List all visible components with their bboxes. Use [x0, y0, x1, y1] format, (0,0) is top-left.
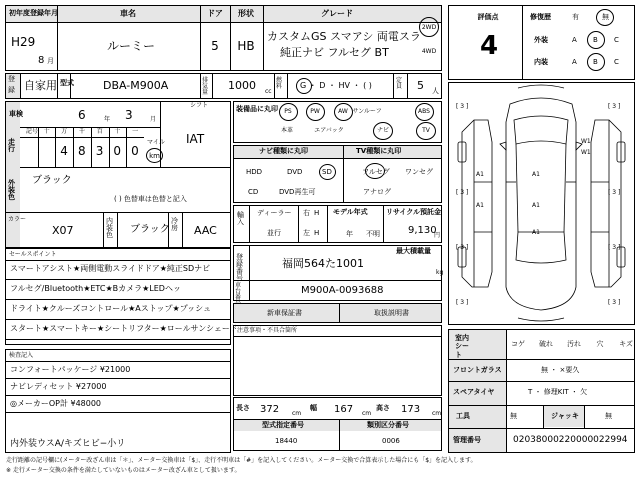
ac: AAC [194, 224, 217, 237]
sales-point-line: スマートアシスト★両側電動スライドドア★純正SDナビ [10, 264, 211, 273]
divider [55, 127, 56, 167]
spare-label: スペアタイヤ [453, 388, 495, 396]
ac-label: 冷房 [171, 217, 178, 232]
divider [20, 137, 144, 138]
inspector-line: コンフォートパッケージ ¥21000 [10, 365, 131, 374]
equipment-item: ナビ [376, 127, 390, 134]
divider [584, 405, 585, 428]
reg-month-unit: 月 [47, 57, 54, 65]
shape: HB [237, 39, 255, 53]
mileage-label: 走行 [8, 138, 15, 153]
mileage-digit: 0 [113, 144, 122, 158]
navi-dvd-play: DVD再生可 [279, 188, 316, 196]
mileage-digit: 4 [60, 144, 68, 158]
divider [506, 329, 507, 453]
divider [5, 319, 231, 320]
model-year-label: モデル年式 [333, 208, 368, 216]
header-label-band [6, 6, 441, 22]
divider [103, 212, 104, 248]
windshield: 無 ・ ×要久 [541, 366, 580, 374]
sales-point-line: スタート★スマートキー★シートリフター★ロールサンシェード [10, 324, 238, 333]
divider [5, 299, 231, 300]
grade-line-1: カスタムGS スマアシ 両電スラ [267, 30, 421, 43]
manual: 取扱説明書 [374, 309, 409, 317]
mileage-unit-label: マイル [147, 139, 165, 146]
class-no: 0006 [382, 437, 400, 445]
divider [5, 395, 231, 396]
displacement: 1000 [228, 79, 256, 92]
import-handle-1: H [314, 209, 320, 217]
model-year-unknown: 不明 [366, 230, 380, 238]
repair-label: 修復歴 [530, 13, 551, 21]
divider [57, 73, 58, 99]
equipment-item: PS [284, 108, 292, 115]
mgmt-label: 管理番号 [453, 436, 481, 444]
footer-note-1: 走行距離の記号欄に(メーター改ざん車は「＊」、メーター交換車は「$」、走行不明車は「#」を記入してください。メーター交換で合算表示した場合にも「$」を記入します。 [6, 457, 477, 464]
divider [522, 5, 523, 80]
mgmt-number: 02038000220000022994 [513, 435, 628, 445]
divider [70, 73, 71, 99]
drive-4wd: 4WD [421, 48, 437, 55]
exterior-label: 外装色 [8, 179, 15, 201]
interior-option: キズ [619, 340, 633, 348]
inspection-year: 6 [78, 108, 86, 122]
grade-label: グレード [321, 9, 353, 18]
sales-point-line: フルセグ/Bluetooth★ETC★Bカメラ★LEDヘッ [10, 284, 181, 293]
width-label: 幅 [310, 404, 317, 412]
type-no: 18440 [275, 437, 298, 445]
shift: IAT [186, 132, 205, 146]
max-load-label: 最大積載量 [396, 247, 431, 255]
ext-b: B [593, 36, 598, 44]
length-label: 長さ [236, 404, 250, 412]
jack-label: ジャッキ [551, 412, 579, 420]
tools-label: 工具 [456, 412, 470, 420]
registration-label: 登録番号 [236, 253, 243, 282]
divider [448, 381, 635, 382]
divider [212, 73, 213, 99]
model-year-unit: 年 [346, 230, 353, 238]
interior-color: ブラック [130, 224, 170, 235]
divider [5, 279, 231, 280]
category: 自家用 [24, 79, 57, 92]
fuel-options: G ・ D ・ HV ・ ( ) [300, 81, 372, 90]
equipment-item: ABS [418, 108, 430, 115]
interior-option: 穴 [596, 340, 604, 348]
color-no: X07 [52, 224, 74, 237]
class-no-label: 類別区分番号 [367, 421, 409, 429]
tv-oneseg: ワンセグ [405, 168, 433, 176]
divider [448, 428, 635, 429]
exterior-note: ( ) 色替車は色替と記入 [114, 195, 187, 203]
int-c: C [614, 58, 619, 66]
divider [5, 361, 231, 362]
damage-mark: A1 [532, 229, 540, 236]
damage-bracket: [ 3 ] [608, 244, 621, 251]
docs-shade [234, 304, 441, 322]
mileage-digit-header: 千 [79, 128, 86, 135]
equipment-label: 装備品に丸印 [236, 105, 278, 113]
divider [263, 5, 264, 71]
mileage-digit: 8 [78, 144, 86, 158]
damage-mark: W1 [581, 149, 591, 156]
navi-sd: SD [322, 168, 332, 176]
divider [383, 205, 384, 243]
inspection-month: 3 [125, 108, 133, 122]
int-label: 内装 [534, 58, 548, 66]
grade-line-2: 純正ナビ フルセグ BT [280, 46, 389, 59]
import-handle-2: H [314, 229, 320, 237]
score-value: 4 [479, 31, 499, 61]
divider [393, 73, 394, 99]
mileage-digit-header: 十 [114, 128, 121, 135]
width: 167 [334, 404, 354, 415]
capacity: 5 [417, 79, 424, 92]
spare: T ・ 修理KIT ・ 欠 [528, 388, 588, 396]
shift-label: シフト [190, 102, 209, 109]
equipment-item: TV [422, 127, 430, 134]
tools: 無 [510, 412, 517, 420]
recycle-unit: 円 [434, 232, 441, 239]
divider [343, 145, 344, 203]
interior-sheet-label: 室内シート [455, 334, 469, 359]
type-no-label: 型式指定番号 [262, 421, 304, 429]
door-label: ドア [207, 9, 223, 18]
score-label: 評価点 [477, 13, 499, 21]
divider [5, 378, 231, 379]
mileage-digit-header: 十 [43, 128, 50, 135]
inspector-footer: 内外装ウスA/キズヒビ−小リ [10, 439, 126, 449]
cc-unit: cc [265, 88, 272, 95]
divider [20, 167, 231, 168]
length: 372 [260, 404, 280, 415]
drive-2wd: 2WD [421, 23, 437, 31]
divider [249, 205, 250, 243]
divider [126, 127, 127, 167]
chassis-label: 車台番 [235, 282, 242, 301]
reg-year-label: 初年度登録年月 [9, 9, 58, 17]
doors: 5 [211, 39, 219, 53]
color-label: カラー [8, 216, 27, 223]
damage-mark: A1 [476, 171, 484, 178]
int-a: A [572, 58, 577, 66]
divider [5, 339, 231, 340]
divider [5, 22, 442, 23]
inspection-year-unit: 年 [104, 116, 111, 123]
mileage-digit-header: 万 [61, 128, 68, 135]
kg-unit: kg [436, 269, 444, 276]
capacity-unit: 人 [432, 87, 439, 95]
capacity-label: 定員 [396, 77, 403, 90]
divider [230, 5, 231, 71]
equipment-item: AW [338, 108, 348, 115]
damage-mark: W1 [581, 138, 591, 145]
damage-bracket: [ 3 ] [456, 299, 469, 306]
divider [200, 5, 201, 71]
interior-option: 破れ [539, 340, 553, 348]
recycle-label: リサイクル預託金 [386, 208, 442, 216]
model-label: 型式 [60, 79, 74, 87]
car-name: ルーミー [106, 39, 156, 53]
divider [168, 212, 169, 248]
divider [182, 212, 183, 248]
new-warranty: 新車保証書 [267, 309, 302, 317]
fuel-label: 燃料 [276, 77, 283, 90]
damage-bracket: [ 3 ] [456, 103, 469, 110]
navi-dvd: DVD [287, 168, 303, 176]
divider [73, 127, 74, 167]
damage-bracket: [ 3 ] [608, 299, 621, 306]
divider [407, 73, 408, 99]
height-unit: cm [432, 410, 442, 417]
ext-label: 外装 [534, 36, 548, 44]
damage-bracket: [ 3 ] [456, 189, 469, 196]
mileage-digit: 3 [95, 144, 104, 158]
interior-label: 内装色 [106, 217, 113, 239]
inspection-month-unit: 月 [150, 116, 157, 123]
navi-label: ナビ種類に丸印 [259, 147, 308, 155]
sales-points-label: セールスポイント [9, 251, 57, 258]
ext-c: C [614, 36, 619, 44]
inspector-label: 検査記入 [9, 352, 34, 359]
mileage-unit: km [149, 151, 160, 160]
interior-option: コゲ [511, 340, 525, 348]
mileage-unit-circle [146, 148, 163, 163]
navi-hdd: HDD [246, 168, 263, 176]
damage-bracket: [ 3 ] [608, 189, 621, 196]
navi-cd: CD [248, 188, 259, 196]
inspection-side-shade [6, 102, 20, 247]
repair-yes: 有 [572, 13, 579, 21]
notes-label: 注意事項・不具合箇所 [237, 327, 298, 334]
mileage-digit-header: 一 [132, 128, 139, 135]
inspector-line: ◎メーカーOP計 ¥48000 [10, 399, 102, 408]
divider [339, 303, 340, 323]
divider [249, 245, 250, 301]
divider [5, 412, 231, 413]
import-left: 左 [303, 229, 310, 237]
height-label: 高さ [376, 404, 390, 412]
reg-era-year: H29 [11, 35, 36, 49]
divider [233, 336, 442, 337]
mileage-grid [20, 127, 144, 167]
inspection-label: 車検 [9, 110, 23, 118]
divider [5, 212, 231, 213]
reg-class-mark-2: 録 [8, 86, 15, 94]
reg-month: 8 [38, 55, 45, 66]
tv-label: TV種類に丸印 [356, 147, 402, 155]
divider [339, 419, 340, 451]
inspector-line: ナビレディセット ¥27000 [10, 382, 107, 391]
interior-option: 汚れ [567, 340, 581, 348]
model: DBA-M900A [103, 79, 169, 92]
width-unit: cm [362, 410, 372, 417]
divider [233, 158, 442, 159]
divider [5, 260, 231, 261]
damage-mark: A1 [532, 202, 540, 209]
mileage-digit: 0 [131, 144, 139, 158]
recycle: 9,130 [408, 225, 437, 236]
exterior-color: ブラック [32, 175, 72, 186]
jack: 無 [605, 412, 612, 420]
footer-note-2: ※ 走行メーター交換の条件を満たしていないものはメーター改ざん車として扱います。 [6, 467, 241, 474]
drive-2wd-circle [419, 17, 439, 37]
divider [38, 127, 39, 167]
equipment-item: 本革 [280, 127, 294, 134]
mileage-digit-header: 記号 [25, 128, 38, 135]
equipment-item: サンルーフ [352, 108, 382, 115]
mileage-digit-header: 百 [96, 128, 103, 135]
car-name-label: 車名 [120, 9, 136, 18]
sales-point-line: ドライト★クルーズコントロール★Aストップ★プッシュ [10, 304, 211, 313]
equipment-item: PW [310, 108, 320, 115]
displacement-label: 排気量 [202, 77, 209, 96]
divider [200, 73, 201, 99]
equipment-item: エアバック [314, 127, 344, 134]
divider [20, 73, 21, 99]
damage-mark: A1 [532, 171, 540, 178]
damage-mark: A1 [476, 202, 484, 209]
height: 173 [401, 404, 421, 415]
plate: 福岡564た1001 [282, 257, 364, 270]
length-unit: cm [292, 410, 302, 417]
tv-analog: アナログ [363, 188, 391, 196]
divider [233, 280, 442, 281]
import-label: 輸入 [237, 211, 244, 226]
tv-fullseg: フルセグ [362, 168, 390, 176]
divider [274, 73, 275, 99]
import-parallel: 並行 [267, 229, 281, 237]
divider [91, 127, 92, 167]
divider [448, 405, 635, 406]
damage-bracket: [ 3 ] [456, 244, 469, 251]
divider [117, 212, 118, 248]
repair-no: 無 [602, 13, 609, 21]
chassis: M900A-0093688 [301, 285, 384, 296]
divider [448, 359, 635, 360]
divider [287, 73, 288, 99]
divider [327, 205, 328, 243]
import-dealer: ディーラー [257, 209, 292, 217]
windshield-label: フロントガラス [453, 366, 502, 374]
divider [109, 127, 110, 167]
ext-a: A [572, 36, 577, 44]
int-b: B [593, 58, 598, 66]
shape-label: 形状 [238, 9, 254, 18]
import-right: 右 [303, 209, 310, 217]
divider [298, 205, 299, 243]
damage-bracket: [ 3 ] [608, 103, 621, 110]
reg-class-mark: 登 [8, 75, 15, 83]
